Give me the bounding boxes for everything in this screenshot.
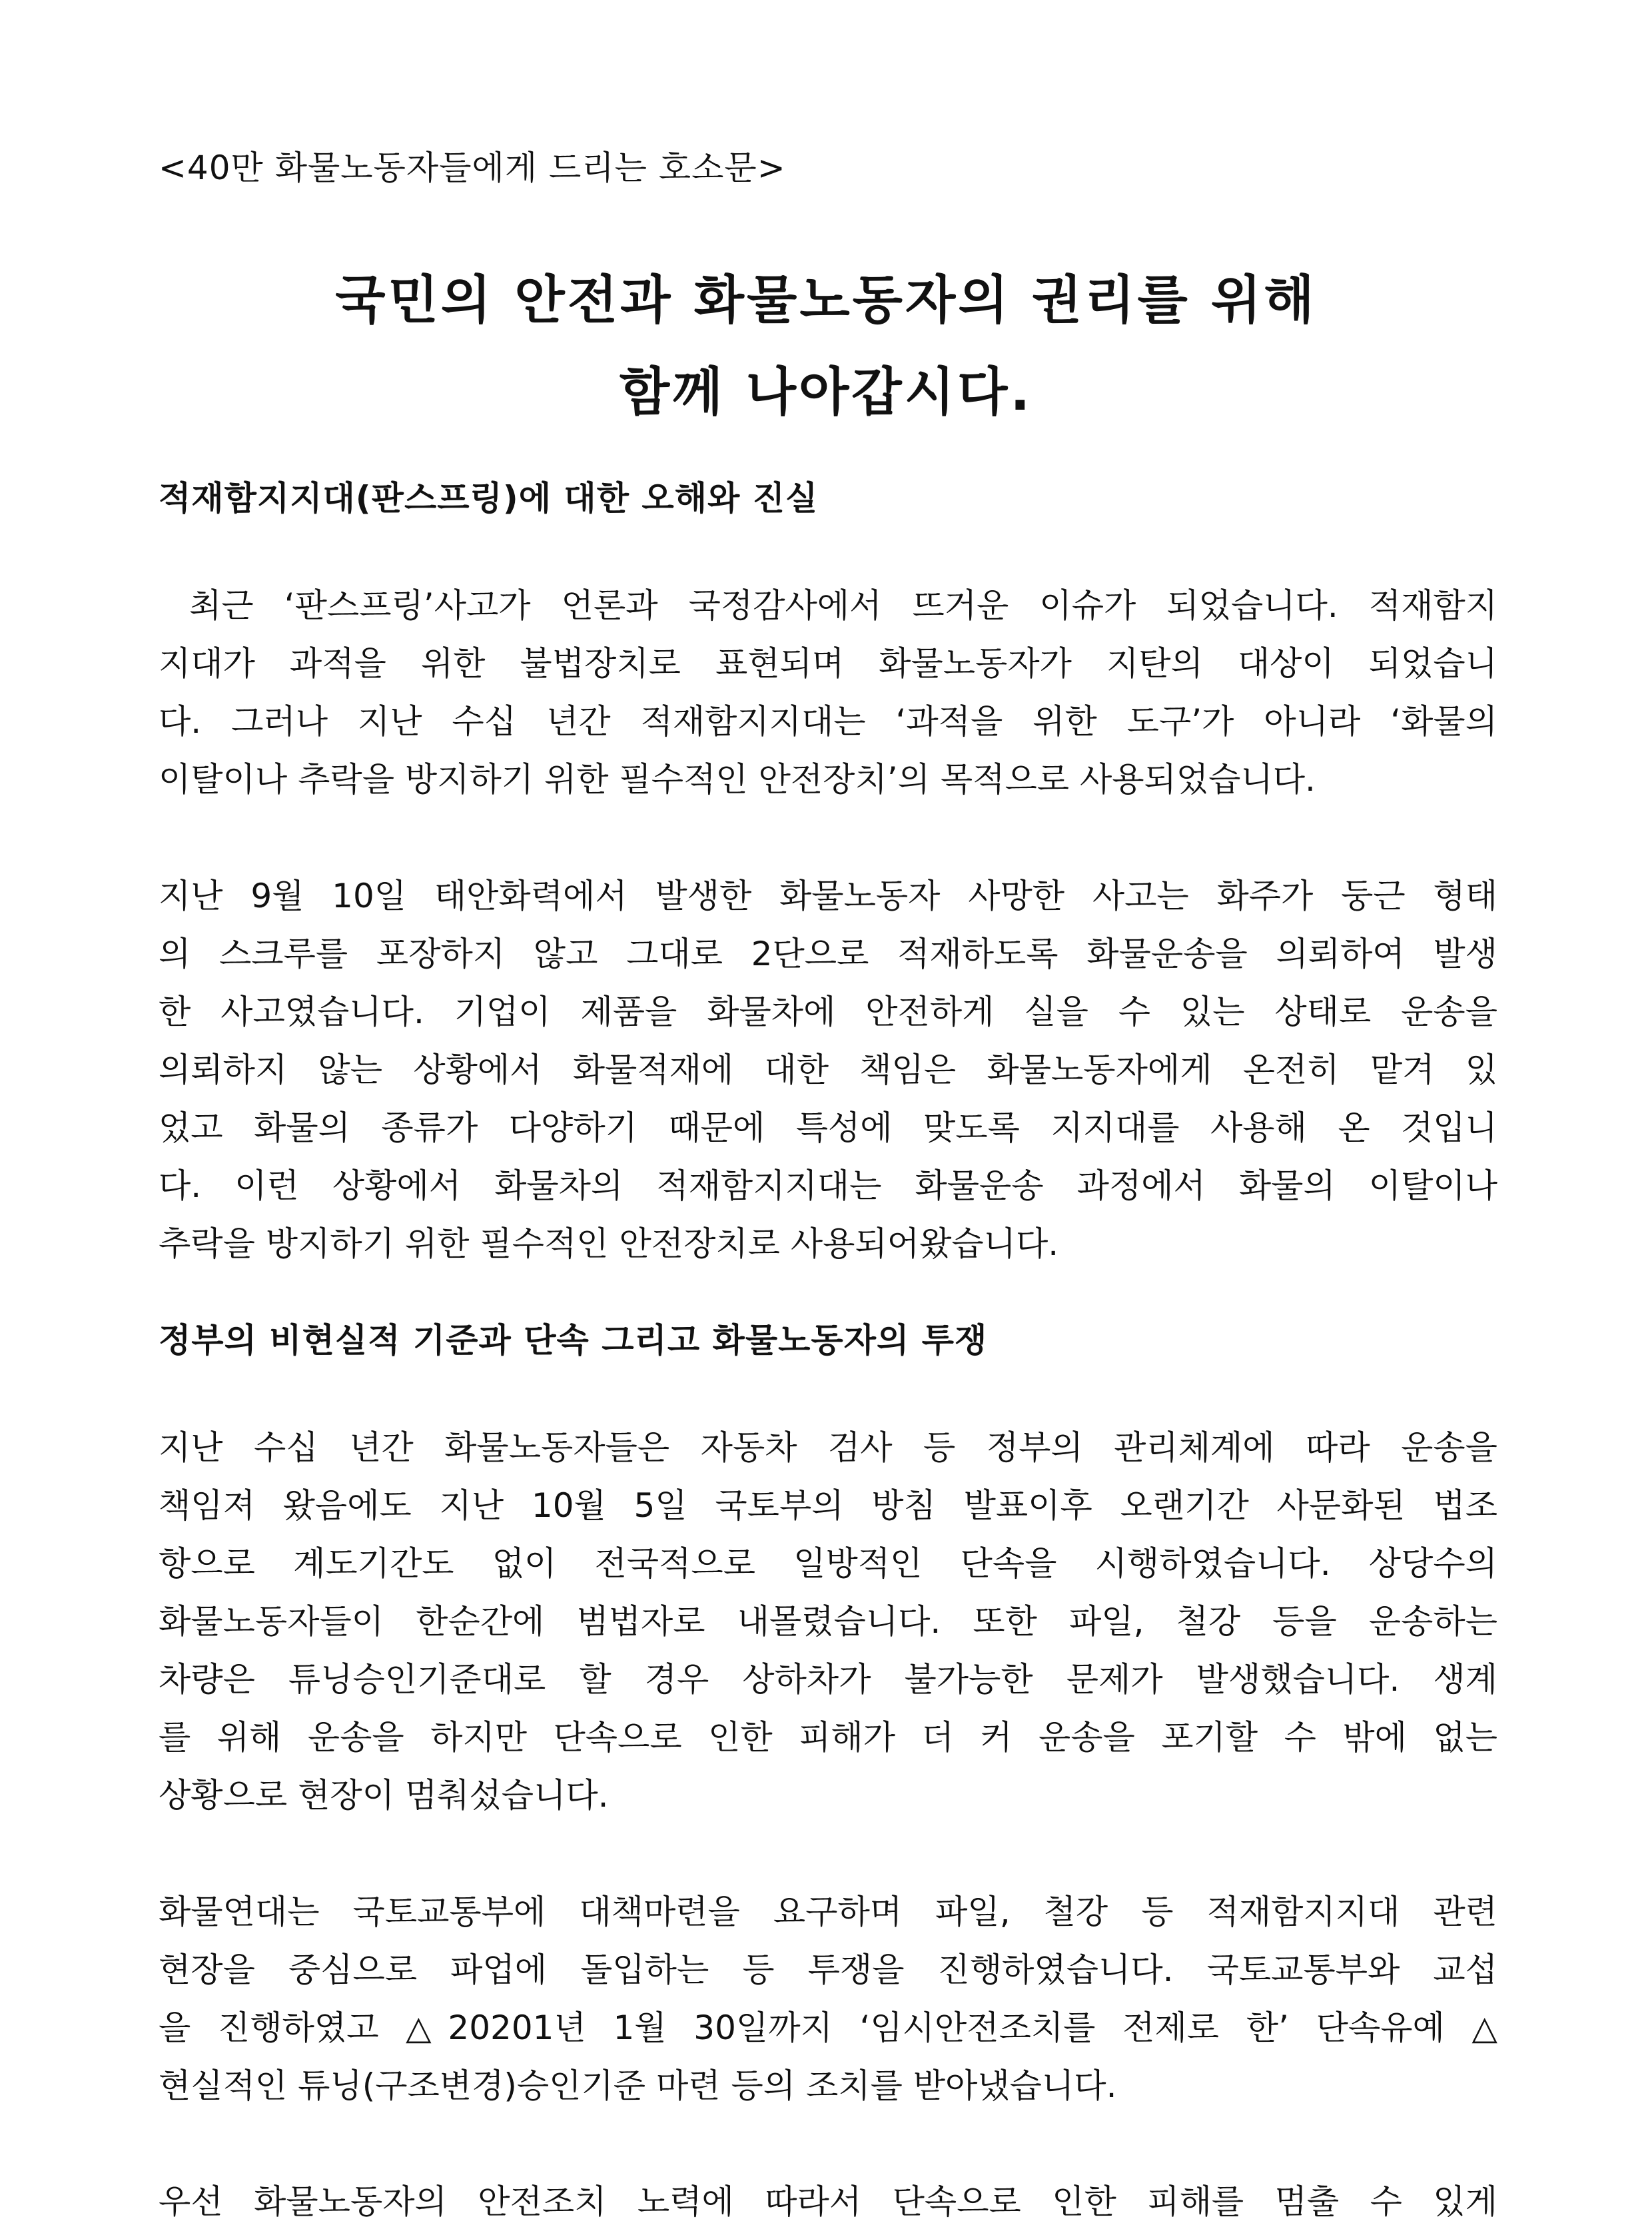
paragraph-line: 었고 화물의 종류가 다양하기 때문에 특성에 맞도록 지지대를 사용해 온 것입니 [159,1109,1497,1147]
paragraph-line: 의뢰하지 않는 상황에서 화물적재에 대한 책임은 화물노동자에게 온전히 맡겨 있 [159,1051,1497,1089]
section-heading: 정부의 비현실적 기준과 단속 그리고 화물노동자의 투쟁 [159,1321,988,1360]
paragraph-line: 를 위해 운송을 하지만 단속으로 인한 피해가 더 커 운송을 포기할 수 밖에 없는 [159,1718,1497,1757]
paragraph-line: 추락을 방지하기 위한 필수적인 안전장치로 사용되어왔습니다. [159,1224,1059,1263]
section-heading: 적재함지지대(판스프링)에 대한 오해와 진실 [159,479,819,518]
paragraph-line: 화물연대는 국토교통부에 대책마련을 요구하며 파일, 철강 등 적재함지지대 관련 [159,1893,1497,1931]
paragraph [159,2173,1497,2231]
paragraph-line: 다. 그러나 지난 수십 년간 적재함지지대는 ‘과적을 위한 도구’가 아니라 ‘화물의 [159,702,1497,741]
paragraph-line: 이탈이나 추락을 방지하기 위한 필수적인 안전장치’의 목적으로 사용되었습니다. [159,760,1316,799]
paragraph-line: 상황으로 현장이 멈춰섰습니다. [159,1776,609,1815]
paragraph-line: 차량은 튜닝승인기준대로 할 경우 상하차가 불가능한 문제가 발생했습니다. 생계 [159,1660,1497,1699]
paragraph-line: 우선 화물노동자의 안전조치 노력에 따라서 단속으로 인한 피해를 멈출 수 있게 [159,2182,1497,2221]
paragraph-line: 현실적인 튜닝(구조변경)승인기준 마련 등의 조치를 받아냈습니다. [159,2066,1117,2105]
paragraph-line: 한 사고였습니다. 기업이 제품을 화물차에 안전하게 실을 수 있는 상태로 운송을 [159,993,1497,1031]
paragraph-line: 최근 ‘판스프링’사고가 언론과 국정감사에서 뜨거운 이슈가 되었습니다. 적재함지 [159,586,1497,625]
paragraph-line: 항으로 계도기간도 없이 전국적으로 일방적인 단속을 시행하였습니다. 상당수의 [159,1544,1497,1583]
paragraph-line: 다. 이런 상황에서 화물차의 적재함지지대는 화물운송 과정에서 화물의 이탈이나 [159,1166,1497,1205]
paragraph-line: 책임져 왔음에도 지난 10월 5일 국토부의 방침 발표이후 오랜기간 사문화된 법조 [159,1486,1497,1525]
document-title [160,254,1492,438]
paragraph-line: 현장을 중심으로 파업에 돌입하는 등 투쟁을 진행하였습니다. 국토교통부와 교섭 [159,1951,1497,1989]
paragraph-line: 지난 9월 10일 태안화력에서 발생한 화물노동자 사망한 사고는 화주가 둥근 형태 [159,877,1497,915]
paragraph-line: 지난 수십 년간 화물노동자들은 자동차 검사 등 정부의 관리체계에 따라 운송을 [159,1428,1497,1467]
title-line: 함께 나아갑시다. [619,362,1033,422]
paragraph-line: 지대가 과적을 위한 불법장치로 표현되며 화물노동자가 지탄의 대상이 되었습니 [159,644,1497,683]
title-line: 국민의 안전과 화물노동자의 권리를 위해 [335,270,1317,330]
paragraph [159,1419,1497,1825]
paragraph-line: 화물노동자들이 한순간에 범법자로 내몰렸습니다. 또한 파일, 철강 등을 운송하는 [159,1602,1497,1641]
paragraph-line: 의 스크루를 포장하지 않고 그대로 2단으로 적재하도록 화물운송을 의뢰하여 발생 [159,935,1497,973]
paragraph [159,1883,1497,2115]
paragraph [159,867,1497,1273]
paragraph [159,577,1497,809]
paragraph-line: 을 진행하였고 △20201년 1월 30일까지 ‘임시안전조치를 전제로 한’ 단속유예 △ [159,2008,1497,2047]
document-subtitle: <40만 화물노동자들에게 드리는 호소문> [159,149,786,187]
